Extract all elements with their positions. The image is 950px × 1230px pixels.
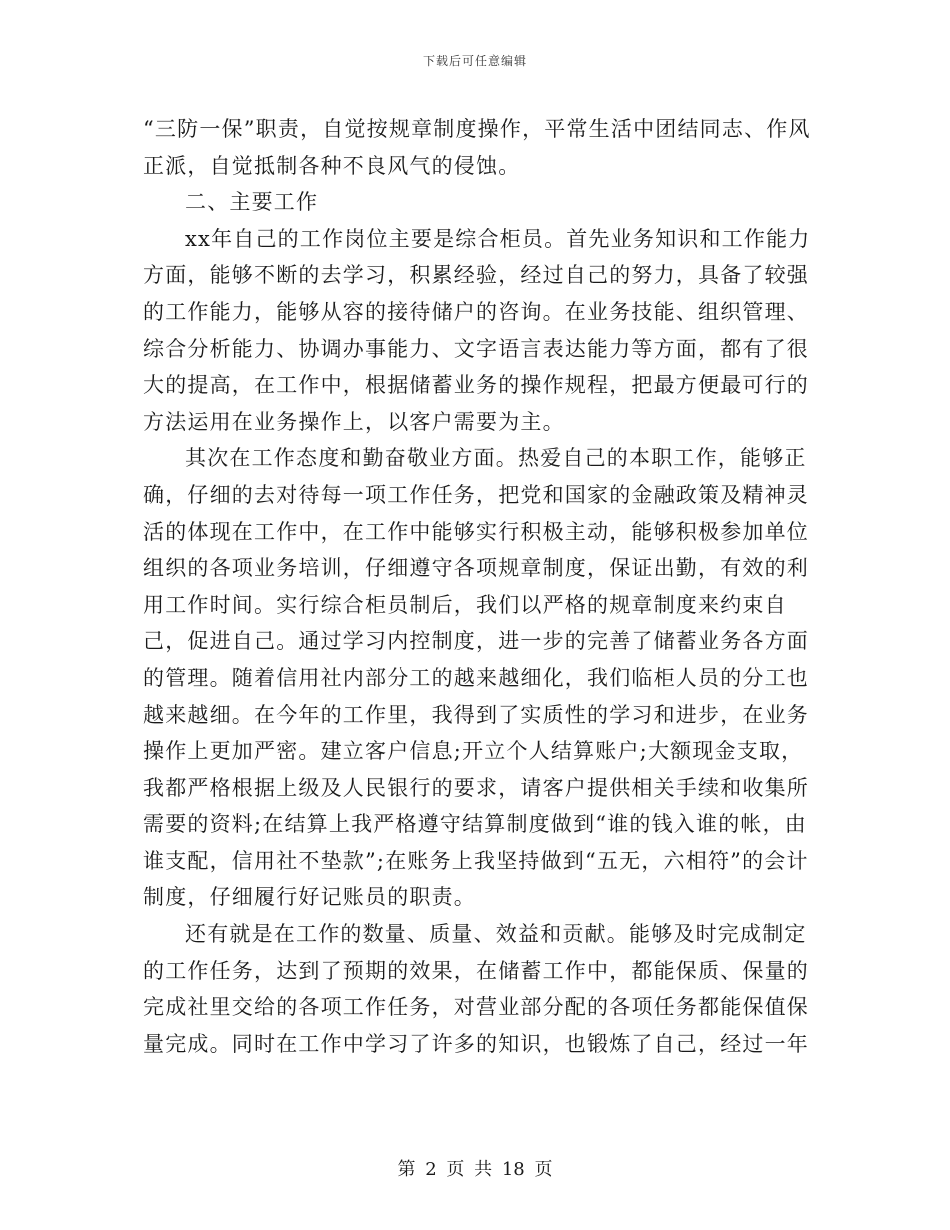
paragraph-business-knowledge: xx年自己的工作岗位主要是综合柜员。首先业务知识和工作能力方面，能够不断的去学习，积累经验，经过自己的努力，具备了较强的工作能力，能够从容的接待储户的咨询。在业务技能、组织管理、综合分析能力、协调办事能力、文字语言表达能力等方面，都有了很大的提高，在工作中，根据储蓄业务的操作规程，把最方便最可行的方法运用在业务操作上，以客户需要为主。 — [143, 226, 811, 434]
paragraph-work-quantity-quality: 还有就是在工作的数量、质量、效益和贡献。能够及时完成制定的工作任务，达到了预期的效果，在储蓄工作中，都能保质、保量的完成社里交给的各项工作任务，对营业部分配的各项任务都能保值保量完成。同时在工作中学习了许多的知识，也锻炼了自己，经过一年 — [143, 922, 809, 1056]
section-heading-main-work: 二、主要工作 — [185, 190, 319, 215]
page-number-footer: 第 2 页 共 18 页 — [397, 1159, 553, 1180]
header-note: 下载后可任意编辑 — [422, 54, 527, 68]
document-body — [143, 111, 813, 1062]
paragraph-work-attitude: 其次在工作态度和勤奋敬业方面。热爱自己的本职工作，能够正确，仔细的去对待每一项工作任务，把党和国家的金融政策及精神灵活的体现在工作中，在工作中能够实行积极主动，能够积极参加单位组织的各项业务培训，仔细遵守各项规章制度，保证出勤，有效的利用工作时间。实行综合柜员制后，我们以严格的规章制度来约束自己，促进自己。通过学习内控制度，进一步的完善了储蓄业务各方面的管理。随着信用社内部分工的越来越细化，我们临柜人员的分工也越来越细。在今年的工作里，我得到了实质性的学习和进步，在业务操作上更加严密。建立客户信息;开立个人结算账户;大额现金支取，我都严格根据上级及人民银行的要求，请客户提供相关手续和收集所需要的资料;在结算上我严格遵守结算制度做到“谁的钱入谁的帐，由谁支配，信用社不垫款”;在账务上我坚持做到“五无，六相符”的会计制度，仔细履行好记账员的职责。 — [143, 446, 809, 910]
paragraph-duties: “三防一保”职责，自觉按规章制度操作，平常生活中团结同志、作风正派，自觉抵制各种不良风气的侵蚀。 — [143, 117, 811, 178]
